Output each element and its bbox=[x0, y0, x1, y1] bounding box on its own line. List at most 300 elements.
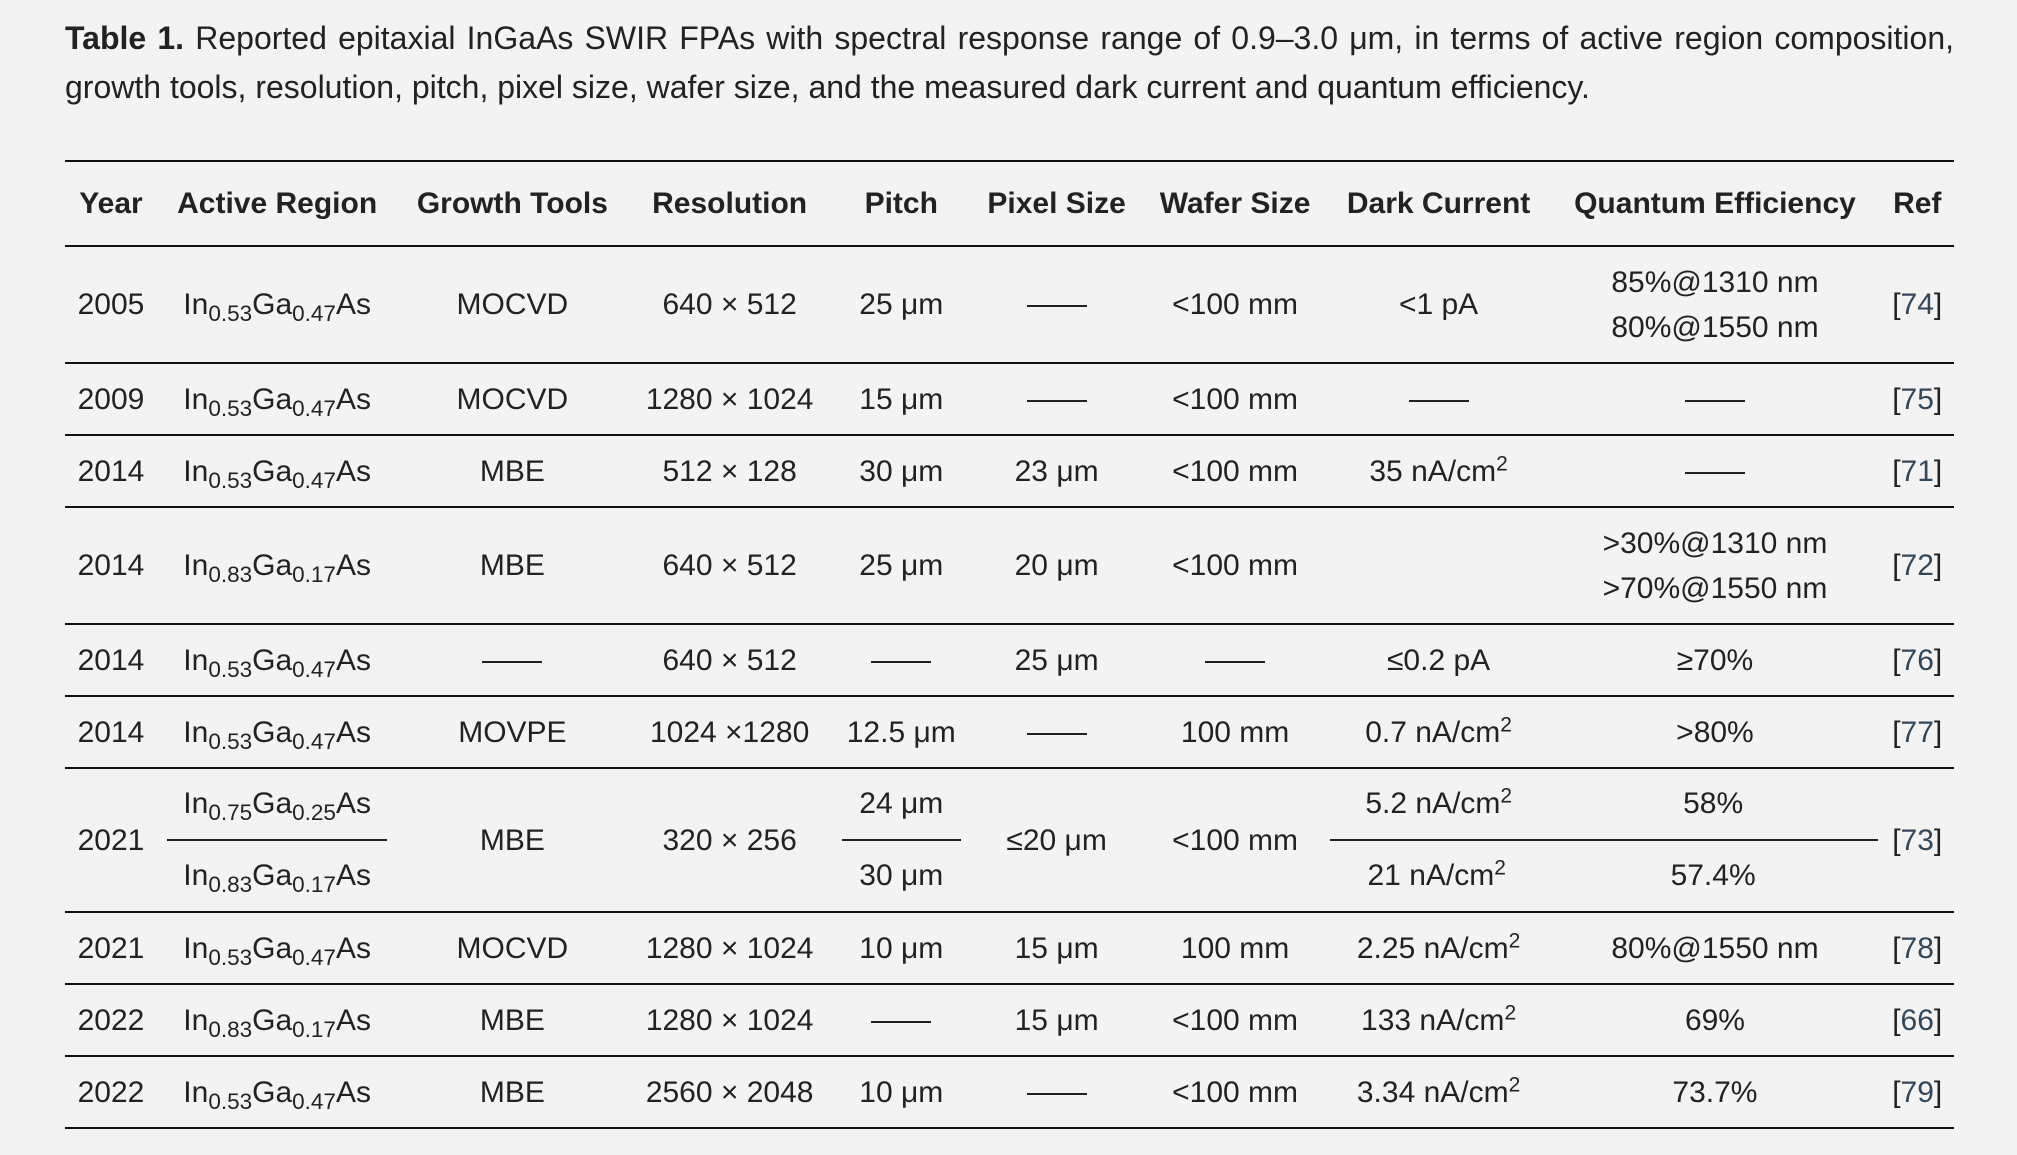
table-row bbox=[65, 912, 1954, 984]
split-bottom bbox=[1328, 841, 1881, 899]
quantum-efficiency-cell bbox=[1549, 1056, 1880, 1128]
unit-exponent: 2 bbox=[1496, 452, 1508, 475]
unit-exponent: 2 bbox=[1504, 1001, 1517, 1024]
quantum-efficiency-cell bbox=[1549, 624, 1880, 696]
pitch-cell bbox=[832, 768, 971, 912]
resolution-value: 320 × 256 bbox=[662, 823, 797, 857]
resolution-value: 1024 ×1280 bbox=[649, 715, 810, 749]
year-cell bbox=[65, 768, 157, 912]
year-value: 2021 bbox=[77, 823, 145, 857]
ga-fraction: 0.25 bbox=[292, 799, 336, 825]
dash-mark bbox=[1027, 733, 1087, 735]
pixel-size-value: 15 μm bbox=[1014, 931, 1099, 965]
unit-exponent: 2 bbox=[1508, 929, 1521, 952]
active-region-cell bbox=[157, 624, 397, 696]
wafer-size-cell bbox=[1142, 363, 1327, 435]
ref-bracket: ] bbox=[1933, 382, 1943, 416]
wafer-size-value: <100 mm bbox=[1172, 454, 1299, 488]
pixel-size-cell bbox=[971, 246, 1143, 363]
element-ga: Ga bbox=[252, 931, 293, 965]
pitch-value: 10 μm bbox=[859, 1075, 944, 1109]
element-as: As bbox=[335, 787, 371, 820]
ga-fraction: 0.47 bbox=[292, 1088, 336, 1114]
dash-mark bbox=[871, 1021, 931, 1023]
ga-fraction: 0.17 bbox=[292, 871, 336, 897]
in-fraction: 0.83 bbox=[208, 1016, 253, 1042]
table-header bbox=[65, 161, 1954, 246]
in-fraction: 0.53 bbox=[208, 300, 253, 326]
element-in: In bbox=[183, 549, 209, 582]
resolution-cell bbox=[628, 435, 832, 507]
quantum-efficiency-cell bbox=[1549, 984, 1880, 1056]
year-cell bbox=[65, 435, 157, 507]
element-ga: Ga bbox=[252, 859, 293, 892]
element-ga: Ga bbox=[252, 382, 293, 416]
resolution-cell bbox=[628, 363, 832, 435]
ref-bracket: ] bbox=[1933, 931, 1943, 965]
pixel-size-value: 23 μm bbox=[1014, 454, 1099, 488]
dark-value: <1 pA bbox=[1398, 288, 1479, 321]
in-fraction: 0.53 bbox=[208, 656, 253, 682]
quantum-efficiency-value: 57.4% bbox=[1670, 859, 1756, 892]
quantum-efficiency-value: 73.7% bbox=[1672, 1075, 1758, 1109]
active-region-cell bbox=[157, 1056, 397, 1128]
table-row bbox=[65, 768, 1954, 912]
element-as: As bbox=[335, 1075, 371, 1109]
pitch-cell bbox=[832, 246, 971, 363]
pixel-size-cell bbox=[971, 984, 1143, 1056]
year-cell bbox=[65, 246, 157, 363]
year-value: 2014 bbox=[77, 715, 145, 749]
ref-cell bbox=[1880, 912, 1954, 984]
dash-mark bbox=[1685, 472, 1745, 474]
reference-link[interactable]: 76 bbox=[1900, 643, 1934, 677]
wafer-size-cell bbox=[1142, 912, 1327, 984]
pitch-cell bbox=[832, 624, 971, 696]
year-cell bbox=[65, 696, 157, 768]
year-value: 2014 bbox=[77, 549, 145, 582]
ga-fraction: 0.47 bbox=[292, 944, 336, 970]
dash-mark bbox=[1027, 1093, 1087, 1095]
growth-value: MBE bbox=[479, 549, 545, 582]
growth-cell bbox=[397, 984, 627, 1056]
year-cell bbox=[65, 624, 157, 696]
table-row bbox=[65, 1056, 1954, 1128]
year-cell bbox=[65, 363, 157, 435]
quantum-efficiency-value: 58% bbox=[1683, 787, 1744, 820]
ref-bracket: [ bbox=[1892, 823, 1901, 857]
pixel-size-value: 25 μm bbox=[1014, 643, 1099, 677]
pixel-size-cell bbox=[971, 768, 1143, 912]
table-row bbox=[65, 624, 1954, 696]
dark-current-cell bbox=[1328, 246, 1550, 363]
pitch-value: 25 μm bbox=[859, 549, 944, 582]
resolution-value: 640 × 512 bbox=[662, 549, 797, 582]
resolution-cell bbox=[628, 624, 832, 696]
element-in: In bbox=[183, 859, 209, 892]
ref-bracket: [ bbox=[1892, 1075, 1901, 1109]
ref-bracket: [ bbox=[1892, 715, 1901, 749]
resolution-value: 640 × 512 bbox=[662, 288, 797, 321]
quantum-efficiency-value: 80%@1550 nm bbox=[1611, 931, 1819, 965]
resolution-cell bbox=[628, 696, 832, 768]
element-as: As bbox=[335, 382, 371, 416]
wafer-size-value: <100 mm bbox=[1172, 288, 1299, 321]
growth-value: MBE bbox=[479, 1075, 545, 1109]
growth-cell bbox=[397, 1056, 627, 1128]
unit-exponent: 2 bbox=[1500, 784, 1513, 808]
quantum-efficiency-value: >30%@1310 nm bbox=[1602, 526, 1828, 560]
pixel-size-cell bbox=[971, 363, 1143, 435]
ref-bracket: ] bbox=[1933, 288, 1943, 321]
growth-value: MOVPE bbox=[458, 715, 567, 749]
caption-label: Table 1. bbox=[65, 20, 185, 56]
dash-mark bbox=[1685, 400, 1745, 402]
ga-fraction: 0.47 bbox=[292, 656, 336, 682]
ref-cell bbox=[1880, 1056, 1954, 1128]
column-header: Pixel Size bbox=[987, 187, 1126, 220]
reference-link[interactable]: 74 bbox=[1900, 288, 1934, 321]
year-cell bbox=[65, 1056, 157, 1128]
dark-value: 5.2 nA/cm bbox=[1365, 787, 1501, 820]
wafer-size-cell bbox=[1142, 1056, 1327, 1128]
ref-cell bbox=[1880, 624, 1954, 696]
wafer-size-cell bbox=[1142, 507, 1327, 624]
ga-fraction: 0.47 bbox=[292, 300, 336, 326]
growth-cell bbox=[397, 507, 627, 624]
resolution-cell bbox=[628, 507, 832, 624]
resolution-value: 512 × 128 bbox=[662, 454, 797, 488]
pixel-size-cell bbox=[971, 435, 1143, 507]
resolution-value: 1280 × 1024 bbox=[645, 931, 814, 965]
ref-bracket: [ bbox=[1892, 931, 1901, 965]
quantum-efficiency-value: 85%@1310 nm bbox=[1611, 265, 1819, 299]
growth-cell bbox=[397, 363, 627, 435]
in-fraction: 0.75 bbox=[208, 799, 253, 825]
unit-exponent: 2 bbox=[1500, 713, 1512, 736]
column-header: Wafer Size bbox=[1159, 187, 1311, 220]
quantum-efficiency-part bbox=[1548, 781, 1879, 827]
quantum-efficiency-cell bbox=[1549, 696, 1880, 768]
year-cell bbox=[65, 912, 157, 984]
split-top bbox=[1330, 781, 1879, 841]
growth-value: MBE bbox=[479, 823, 545, 857]
dark-value: 3.34 nA/cm bbox=[1356, 1075, 1509, 1109]
pitch-value: 25 μm bbox=[859, 288, 944, 321]
quantum-efficiency-value: >80% bbox=[1676, 715, 1754, 749]
header-row bbox=[65, 161, 1954, 246]
active-region-part bbox=[167, 781, 387, 841]
dash-mark bbox=[1409, 400, 1469, 402]
reference-link[interactable]: 77 bbox=[1900, 715, 1934, 749]
dark-value: 35 nA/cm bbox=[1369, 454, 1497, 488]
element-in: In bbox=[183, 787, 209, 820]
ga-fraction: 0.17 bbox=[292, 561, 336, 587]
quantum-efficiency-value: 80%@1550 nm bbox=[1611, 310, 1819, 344]
pixel-size-cell bbox=[971, 624, 1143, 696]
ga-fraction: 0.17 bbox=[292, 1016, 336, 1042]
wafer-size-value: <100 mm bbox=[1172, 823, 1299, 857]
in-fraction: 0.53 bbox=[208, 944, 253, 970]
resolution-cell bbox=[628, 768, 832, 912]
pitch-value: 10 μm bbox=[859, 931, 944, 965]
ref-bracket: [ bbox=[1892, 549, 1901, 582]
element-in: In bbox=[183, 288, 209, 321]
dash-mark bbox=[482, 661, 542, 663]
quantum-efficiency-part bbox=[1546, 853, 1881, 899]
wafer-size-value: 100 mm bbox=[1180, 715, 1290, 749]
dark-current-part bbox=[1330, 781, 1548, 827]
element-ga: Ga bbox=[252, 288, 293, 321]
dark-current-cell bbox=[1328, 696, 1550, 768]
element-as: As bbox=[335, 454, 371, 488]
ref-bracket: ] bbox=[1933, 715, 1943, 749]
year-value: 2022 bbox=[77, 1003, 145, 1037]
in-fraction: 0.53 bbox=[208, 728, 253, 754]
ref-cell bbox=[1880, 768, 1954, 912]
resolution-value: 1280 × 1024 bbox=[645, 1003, 814, 1037]
table-row bbox=[65, 246, 1954, 363]
growth-value: MBE bbox=[479, 1003, 545, 1037]
wafer-size-cell bbox=[1142, 624, 1327, 696]
reference-link[interactable]: 72 bbox=[1900, 549, 1934, 582]
table-row bbox=[65, 363, 1954, 435]
dark-value: ≤0.2 pA bbox=[1386, 643, 1491, 677]
unit-exponent: 2 bbox=[1494, 856, 1506, 880]
element-as: As bbox=[335, 549, 371, 582]
pitch-cell bbox=[832, 912, 971, 984]
reference-link[interactable]: 71 bbox=[1900, 454, 1934, 488]
active-region-cell bbox=[157, 696, 397, 768]
growth-value: MBE bbox=[479, 454, 545, 488]
in-fraction: 0.83 bbox=[208, 561, 253, 587]
ref-cell bbox=[1880, 507, 1954, 624]
column-header: Growth Tools bbox=[416, 187, 608, 220]
dark-value: 133 nA/cm bbox=[1361, 1003, 1505, 1037]
quantum-efficiency-value: ≥70% bbox=[1676, 643, 1754, 677]
resolution-value: 2560 × 2048 bbox=[645, 1075, 814, 1109]
pitch-cell bbox=[832, 984, 971, 1056]
ref-bracket: [ bbox=[1892, 643, 1901, 677]
resolution-value: 1280 × 1024 bbox=[645, 382, 814, 416]
wafer-size-cell bbox=[1142, 768, 1327, 912]
pitch-value: 12.5 μm bbox=[846, 715, 956, 749]
year-cell bbox=[65, 507, 157, 624]
dash-mark bbox=[871, 661, 931, 663]
active-region-part bbox=[165, 841, 389, 899]
pitch-cell bbox=[832, 363, 971, 435]
element-ga: Ga bbox=[252, 549, 293, 582]
wafer-size-value: <100 mm bbox=[1172, 549, 1299, 582]
dark-value: 2.25 nA/cm bbox=[1356, 931, 1509, 965]
quantum-efficiency-cell bbox=[1549, 363, 1880, 435]
dark-current-part bbox=[1328, 853, 1546, 899]
in-fraction: 0.53 bbox=[208, 467, 253, 493]
column-header: Quantum Efficiency bbox=[1574, 187, 1856, 220]
ref-bracket: [ bbox=[1892, 382, 1901, 416]
ref-cell bbox=[1880, 246, 1954, 363]
table-row bbox=[65, 984, 1954, 1056]
ga-fraction: 0.47 bbox=[292, 467, 336, 493]
wafer-size-cell bbox=[1142, 246, 1327, 363]
growth-cell bbox=[397, 246, 627, 363]
reference-link[interactable]: 79 bbox=[1900, 1075, 1934, 1109]
active-region-cell bbox=[157, 912, 397, 984]
wafer-size-value: 100 mm bbox=[1180, 931, 1290, 965]
pitch-cell bbox=[832, 435, 971, 507]
table-body bbox=[65, 246, 1954, 1128]
column-header: Ref bbox=[1893, 187, 1942, 220]
pixel-size-value: 20 μm bbox=[1014, 549, 1099, 582]
growth-value: MOCVD bbox=[456, 288, 569, 321]
ref-cell bbox=[1880, 696, 1954, 768]
quantum-efficiency-cell bbox=[1549, 507, 1880, 624]
column-header: Resolution bbox=[652, 187, 808, 220]
table-row bbox=[65, 435, 1954, 507]
pixel-size-cell bbox=[971, 1056, 1143, 1128]
caption-text: Reported epitaxial InGaAs SWIR FPAs with spectral response range of 0.9–3.0 μm, in terms of active region composition, growth tools, resolution, pitch, pixel size, wafer size, and the measured dark current and quantum efficiency. bbox=[65, 20, 1955, 105]
dash-mark bbox=[1027, 400, 1087, 402]
resolution-cell bbox=[628, 1056, 832, 1128]
in-fraction: 0.53 bbox=[208, 1088, 253, 1114]
growth-cell bbox=[397, 624, 627, 696]
pixel-size-cell bbox=[971, 912, 1143, 984]
ref-bracket: ] bbox=[1933, 1003, 1943, 1037]
resolution-cell bbox=[628, 246, 832, 363]
in-fraction: 0.53 bbox=[208, 395, 253, 421]
quantum-efficiency-cell bbox=[1549, 912, 1880, 984]
ref-bracket: ] bbox=[1933, 1075, 1943, 1109]
dash-mark bbox=[1205, 661, 1265, 663]
growth-cell bbox=[397, 768, 627, 912]
growth-value: MOCVD bbox=[456, 382, 569, 416]
table-caption bbox=[65, 14, 1954, 112]
reference-link[interactable]: 75 bbox=[1900, 382, 1934, 416]
element-ga: Ga bbox=[252, 1003, 293, 1037]
growth-cell bbox=[397, 912, 627, 984]
pixel-size-value: ≤20 μm bbox=[1006, 823, 1107, 857]
unit-exponent: 2 bbox=[1508, 1073, 1521, 1096]
element-as: As bbox=[335, 931, 371, 965]
dark-current-cell bbox=[1328, 363, 1550, 435]
table-row bbox=[65, 507, 1954, 624]
element-in: In bbox=[183, 382, 209, 416]
element-as: As bbox=[335, 288, 371, 321]
ref-bracket: ] bbox=[1933, 823, 1943, 857]
pixel-size-value: 15 μm bbox=[1014, 1003, 1099, 1037]
ga-fraction: 0.47 bbox=[292, 728, 336, 754]
ref-bracket: [ bbox=[1892, 454, 1901, 488]
column-header: Year bbox=[79, 187, 143, 220]
year-value: 2022 bbox=[77, 1075, 145, 1109]
element-ga: Ga bbox=[252, 454, 293, 488]
year-cell bbox=[65, 984, 157, 1056]
pitch-value: 30 μm bbox=[859, 454, 944, 488]
element-as: As bbox=[335, 1003, 371, 1037]
quantum-efficiency-value: 69% bbox=[1684, 1003, 1745, 1037]
pitch-value: 24 μm bbox=[842, 781, 961, 841]
wafer-size-value: <100 mm bbox=[1172, 1003, 1299, 1037]
ref-bracket: [ bbox=[1892, 288, 1901, 321]
reference-link[interactable]: 78 bbox=[1900, 931, 1934, 965]
growth-value: MOCVD bbox=[456, 931, 569, 965]
pixel-size-cell bbox=[971, 696, 1143, 768]
dark-current-cell bbox=[1328, 624, 1550, 696]
dark-current-cell bbox=[1328, 768, 1881, 912]
growth-cell bbox=[397, 435, 627, 507]
growth-cell bbox=[397, 696, 627, 768]
ref-bracket: ] bbox=[1933, 643, 1943, 677]
reference-link[interactable]: 66 bbox=[1900, 1003, 1934, 1037]
pitch-value: 15 μm bbox=[859, 382, 944, 416]
element-as: As bbox=[335, 859, 371, 892]
dash-mark bbox=[1027, 305, 1087, 307]
active-region-cell bbox=[157, 984, 397, 1056]
pixel-size-cell bbox=[971, 507, 1143, 624]
dark-current-cell bbox=[1328, 1056, 1550, 1128]
data-table bbox=[65, 160, 1954, 1129]
dark-value: 0.7 nA/cm bbox=[1365, 715, 1501, 749]
active-region-cell bbox=[157, 363, 397, 435]
element-ga: Ga bbox=[252, 643, 293, 677]
element-in: In bbox=[183, 715, 209, 749]
ref-cell bbox=[1880, 363, 1954, 435]
element-ga: Ga bbox=[252, 1075, 293, 1109]
dark-current-cell bbox=[1328, 912, 1550, 984]
wafer-size-cell bbox=[1142, 435, 1327, 507]
year-value: 2009 bbox=[77, 382, 145, 416]
active-region-cell bbox=[157, 246, 397, 363]
column-header: Active Region bbox=[177, 187, 378, 220]
year-value: 2005 bbox=[77, 288, 145, 321]
year-value: 2021 bbox=[77, 931, 145, 965]
in-fraction: 0.83 bbox=[208, 871, 253, 897]
ref-bracket: ] bbox=[1933, 549, 1943, 582]
ga-fraction: 0.47 bbox=[292, 395, 336, 421]
quantum-efficiency-cell bbox=[1549, 246, 1880, 363]
element-ga: Ga bbox=[252, 787, 293, 820]
ref-cell bbox=[1880, 435, 1954, 507]
quantum-efficiency-cell bbox=[1549, 435, 1880, 507]
dark-current-cell bbox=[1328, 984, 1550, 1056]
pitch-cell bbox=[832, 696, 971, 768]
column-header: Dark Current bbox=[1346, 187, 1531, 220]
active-region-cell bbox=[157, 435, 397, 507]
resolution-value: 640 × 512 bbox=[662, 643, 797, 677]
active-region-cell bbox=[157, 507, 397, 624]
wafer-size-cell bbox=[1142, 696, 1327, 768]
wafer-size-cell bbox=[1142, 984, 1327, 1056]
element-in: In bbox=[183, 1075, 209, 1109]
split-dark-qe bbox=[1328, 781, 1881, 899]
dark-current-cell bbox=[1328, 435, 1550, 507]
reference-link[interactable]: 73 bbox=[1900, 823, 1934, 857]
column-header: Pitch bbox=[864, 187, 938, 220]
quantum-efficiency-value: >70%@1550 nm bbox=[1602, 571, 1828, 605]
element-ga: Ga bbox=[252, 715, 293, 749]
ref-bracket: ] bbox=[1933, 454, 1943, 488]
element-in: In bbox=[183, 931, 209, 965]
wafer-size-value: <100 mm bbox=[1172, 1075, 1299, 1109]
resolution-cell bbox=[628, 984, 832, 1056]
wafer-size-value: <100 mm bbox=[1172, 382, 1299, 416]
pitch-cell bbox=[832, 507, 971, 624]
element-in: In bbox=[183, 643, 209, 677]
ref-bracket: [ bbox=[1892, 1003, 1901, 1037]
element-in: In bbox=[183, 1003, 209, 1037]
dark-value: 21 nA/cm bbox=[1367, 859, 1495, 892]
ref-cell bbox=[1880, 984, 1954, 1056]
